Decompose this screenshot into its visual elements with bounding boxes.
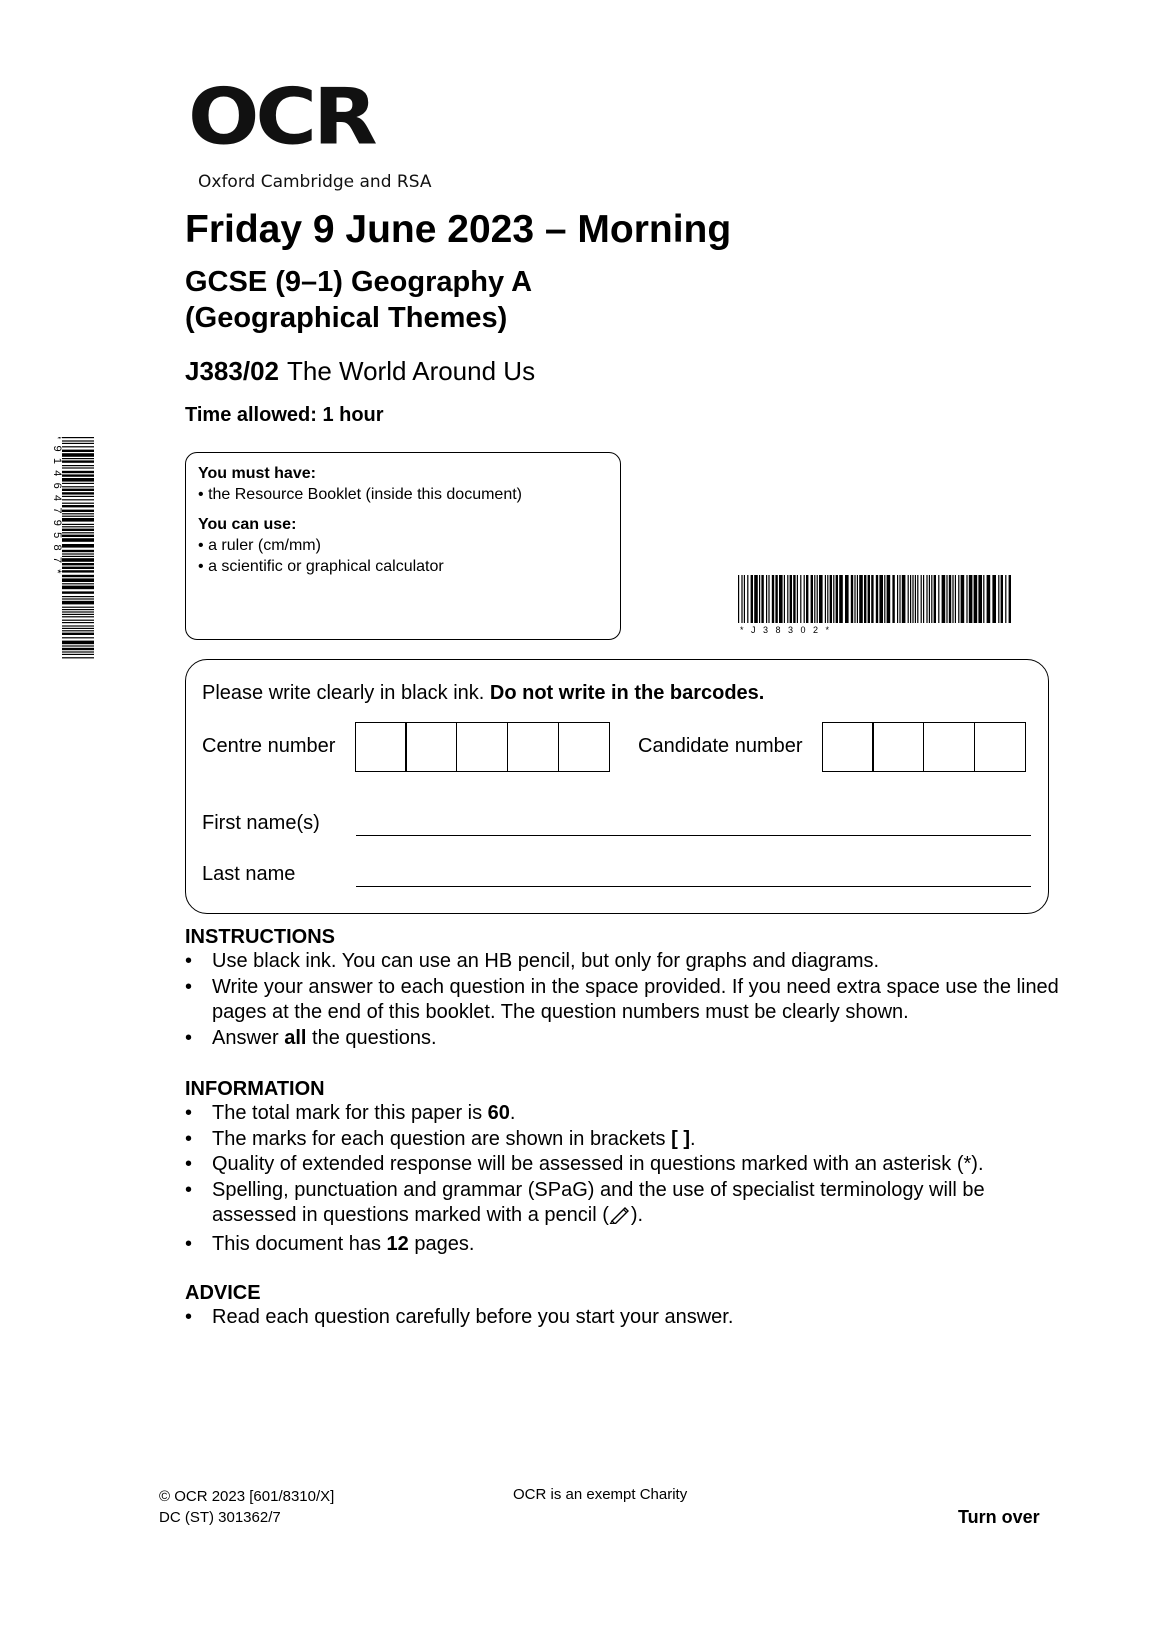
barcode-bar [62,609,94,610]
barcode-bar [923,575,924,623]
barcode-bar [62,458,94,459]
barcode-bar [62,538,94,542]
can-use-heading: You can use: [198,516,297,533]
barcode-bar [62,563,94,565]
turn-over: Turn over [958,1507,1040,1527]
barcode-bar [62,628,94,629]
barcode-bar [62,535,94,537]
barcode-bar [62,443,94,444]
barcode-bar [912,575,913,623]
barcode-bar [784,575,785,623]
barcode-bar [921,575,922,623]
information-item: • Quality of extended response will be assessed in questions marked with an asterisk (*). [185,1153,984,1175]
instructions-heading: INSTRUCTIONS [185,926,335,948]
barcode-bar [825,575,826,623]
barcode-bar [62,630,94,631]
footer-dc-code: DC (ST) 301362/7 [159,1509,281,1526]
barcode-bar [946,575,947,623]
barcode-bar [1005,575,1006,623]
barcode-bar [62,591,94,593]
barcode-bar [62,654,94,655]
barcode-bar [62,465,94,466]
barcode-bar [62,645,94,646]
can-use-item: • a ruler (cm/mm) [198,537,321,554]
barcode-bar [62,474,94,476]
barcode-bar [62,453,94,457]
barcode-bar [884,575,885,623]
barcode-bar [974,575,978,623]
barcode-bar [62,651,94,652]
barcode-bar [814,575,815,623]
barcode-bar [879,575,883,623]
must-have-item: • the Resource Booklet (inside this document) [198,486,522,503]
footer-left [159,1486,334,1528]
barcode-bar [62,616,94,617]
centre-digit-box[interactable] [405,722,457,772]
barcode-bar [744,575,745,623]
barcode-bar [62,532,94,533]
barcode-bar [62,620,94,621]
barcode-bar [926,575,927,623]
barcode-bar [62,492,94,494]
instruction-item: • Answer all the questions. [185,1026,437,1049]
barcode-bar [62,570,94,572]
barcode-bar [62,578,94,582]
candidate-digit-box[interactable] [923,722,975,772]
barcode-bar [62,471,94,473]
barcode-bar [738,575,739,623]
barcode-bar [775,575,777,623]
barcode-bar [741,575,742,623]
barcode-bar [62,524,94,525]
barcode-bar [845,575,849,623]
barcode-bar [857,575,858,623]
barcode-bar [955,575,956,623]
barcode-bar [827,575,828,623]
barcode-bar [819,575,823,623]
barcode-bar [910,575,911,623]
last-name-line[interactable] [356,886,1031,887]
footer-copyright: © OCR 2023 [601/8310/X] [159,1488,335,1505]
instruction-item: • Write your answer to each question in the space provided. If you need extra space use the lined pages at the end of this booklet. The question numbers must be clearly shown. [185,975,1059,1023]
barcode-bar [871,575,873,623]
barcode-bar [62,607,94,608]
barcode-bar [817,575,818,623]
barcode-bar [915,575,916,623]
barcode-bar [62,648,94,650]
barcode-bar [931,575,932,623]
barcode-bar [938,575,939,623]
barcode-bar [1009,575,1011,623]
barcode-bar [768,575,769,623]
centre-number-label: Centre number [202,735,336,757]
barcode-bar [62,529,94,531]
footer-charity: OCR is an exempt Charity [513,1486,688,1503]
barcode-bar [62,486,94,487]
barcode-bar [992,575,996,623]
ocr-logo [188,71,432,192]
barcode-bar [942,575,946,623]
barcode-bar [983,575,984,623]
barcode-bar [62,460,94,462]
candidate-number-label: Candidate number [638,735,803,757]
instruction-item: • Use black ink. You can use an HB pencil, but only for graphs and diagrams. [185,950,880,972]
barcode-bar [62,641,94,645]
barcode-bar [793,575,795,623]
barcode-bar [887,575,891,623]
first-name-line[interactable] [356,835,1031,836]
advice-section [185,1282,1065,1331]
barcode-bar [952,575,953,623]
barcode-bar [797,575,798,623]
information-section [185,1078,1065,1257]
left-barcode-text: * 9 1 4 6 4 7 9 5 8 7 * [51,437,63,576]
information-item: • The marks for each question are shown in brackets [ ]. [185,1127,696,1150]
must-have-heading: You must have: [198,465,316,482]
paper-title: The World Around Us [286,356,536,386]
barcode-bar [800,575,801,623]
barcode-bar [62,614,94,615]
candidate-digit-box[interactable] [974,722,1026,772]
barcode-bar [961,575,965,623]
barcode-bar [966,575,967,623]
barcode-bar [62,583,94,584]
logo-wordmark: OCR [188,71,374,162]
barcode-bar [811,575,813,623]
barcode-bar [62,622,94,623]
barcode-bar [62,625,94,626]
barcode-bar [787,575,788,623]
barcode-bar [902,575,906,623]
barcode-bar [830,575,832,623]
barcode-bar [62,611,94,612]
barcode-bar [62,596,94,597]
centre-digit-box[interactable] [558,722,610,772]
barcode-bar [876,575,878,623]
barcode-bar [62,516,94,517]
barcode-bar [754,575,758,623]
candidate-digit-box[interactable] [872,722,924,772]
barcode-bar [62,601,94,605]
barcode-bar [62,586,94,590]
subject-title [185,264,532,336]
information-item: • The total mark for this paper is 60. [185,1102,516,1124]
barcode-bar [62,556,94,557]
barcode-bar [851,575,853,623]
barcode-bar [62,503,94,504]
barcode-bar [62,513,94,514]
barcode-bar [998,575,999,623]
barcode-bar [969,575,973,623]
barcode-bar [836,575,838,623]
barcode-bar [62,437,94,438]
barcode-bar [897,575,898,623]
barcode-bar [62,553,94,554]
centre-digit-box[interactable] [355,722,407,772]
barcode-bar [62,575,94,577]
barcode-bar [62,440,94,441]
information-heading: INFORMATION [185,1078,325,1100]
barcode-bar [934,575,936,623]
ink-note: Please write clearly in black ink. Do not write in the barcodes. [202,682,765,704]
barcode-bar [62,567,94,569]
barcode-bar [859,575,863,623]
barcode-bar [62,450,94,452]
barcode-bar [62,518,94,522]
first-name-label: First name(s) [202,812,320,834]
barcode-bar [62,499,94,500]
barcode-bar [779,575,783,623]
right-barcode-text: * J 3 8 3 0 2 * [740,625,832,635]
barcode-bar [868,575,870,623]
advice-heading: ADVICE [185,1282,261,1304]
left-barcode [50,437,96,660]
barcode-bar [772,575,774,623]
centre-digit-box[interactable] [507,722,559,772]
barcode-bar [892,575,894,623]
candidate-details-box [185,659,1049,914]
barcode-bar [747,575,748,623]
subject-line-1: GCSE (9–1) Geography A [185,266,533,298]
barcode-bar [761,575,763,623]
right-barcode [738,575,1014,635]
barcode-bar [62,598,94,599]
barcode-bar [62,467,94,468]
barcode-bar [806,575,808,623]
barcode-bar [949,575,951,623]
paper-line [185,356,535,387]
paper-code: J383/02 [185,356,279,386]
barcode-bar [62,657,94,658]
barcode-bar [978,575,982,623]
barcode-bar [751,575,753,623]
barcode-bar [62,446,94,447]
barcode-bar [62,544,94,548]
barcode-bar [62,478,94,482]
barcode-bar [987,575,991,623]
barcode-bar [854,575,855,623]
subject-line-2: (Geographical Themes) [185,302,508,334]
barcode-bar [62,496,94,497]
information-item: • This document has 12 pages. [185,1232,475,1255]
candidate-number-field[interactable] [823,722,1026,772]
barcode-bar [62,505,94,507]
barcode-bar [62,550,94,552]
barcode-bar [62,637,94,638]
barcode-bar [839,575,843,623]
barcode-bar [833,575,834,623]
logo-subtitle: Oxford Cambridge and RSA [198,172,432,192]
barcode-bar [62,510,94,512]
pencil-icon [609,1204,631,1232]
candidate-digit-box[interactable] [822,722,874,772]
barcode-bar [864,575,866,623]
advice-item: • Read each question carefully before you start your answer. [185,1306,734,1328]
barcode-bar [908,575,909,623]
barcode-bar [929,575,930,623]
centre-digit-box[interactable] [456,722,508,772]
barcode-bar [62,526,94,527]
time-allowed: Time allowed: 1 hour [185,404,384,426]
equipment-box [185,452,621,640]
barcode-bar [917,575,918,623]
barcode-bar [958,575,959,623]
barcode-bar [1001,575,1003,623]
barcode-bar [759,575,760,623]
barcode-bar [62,483,94,484]
barcode-bar [790,575,792,623]
barcode-bar [62,489,94,491]
instructions-section [185,926,1065,1051]
barcode-bar [62,558,94,562]
can-use-item: • a scientific or graphical calculator [198,558,444,575]
barcode-bar [804,575,805,623]
centre-number-field[interactable] [356,722,610,772]
exam-date-title: Friday 9 June 2023 – Morning [185,208,732,251]
information-item: • Spelling, punctuation and grammar (SPaG) and the use of specialist terminology will be assessed in questions marked with a pencil ( ). [185,1178,1065,1232]
barcode-bar [766,575,767,623]
barcode-bar [62,633,94,635]
barcode-bar [899,575,900,623]
last-name-label: Last name [202,863,296,885]
